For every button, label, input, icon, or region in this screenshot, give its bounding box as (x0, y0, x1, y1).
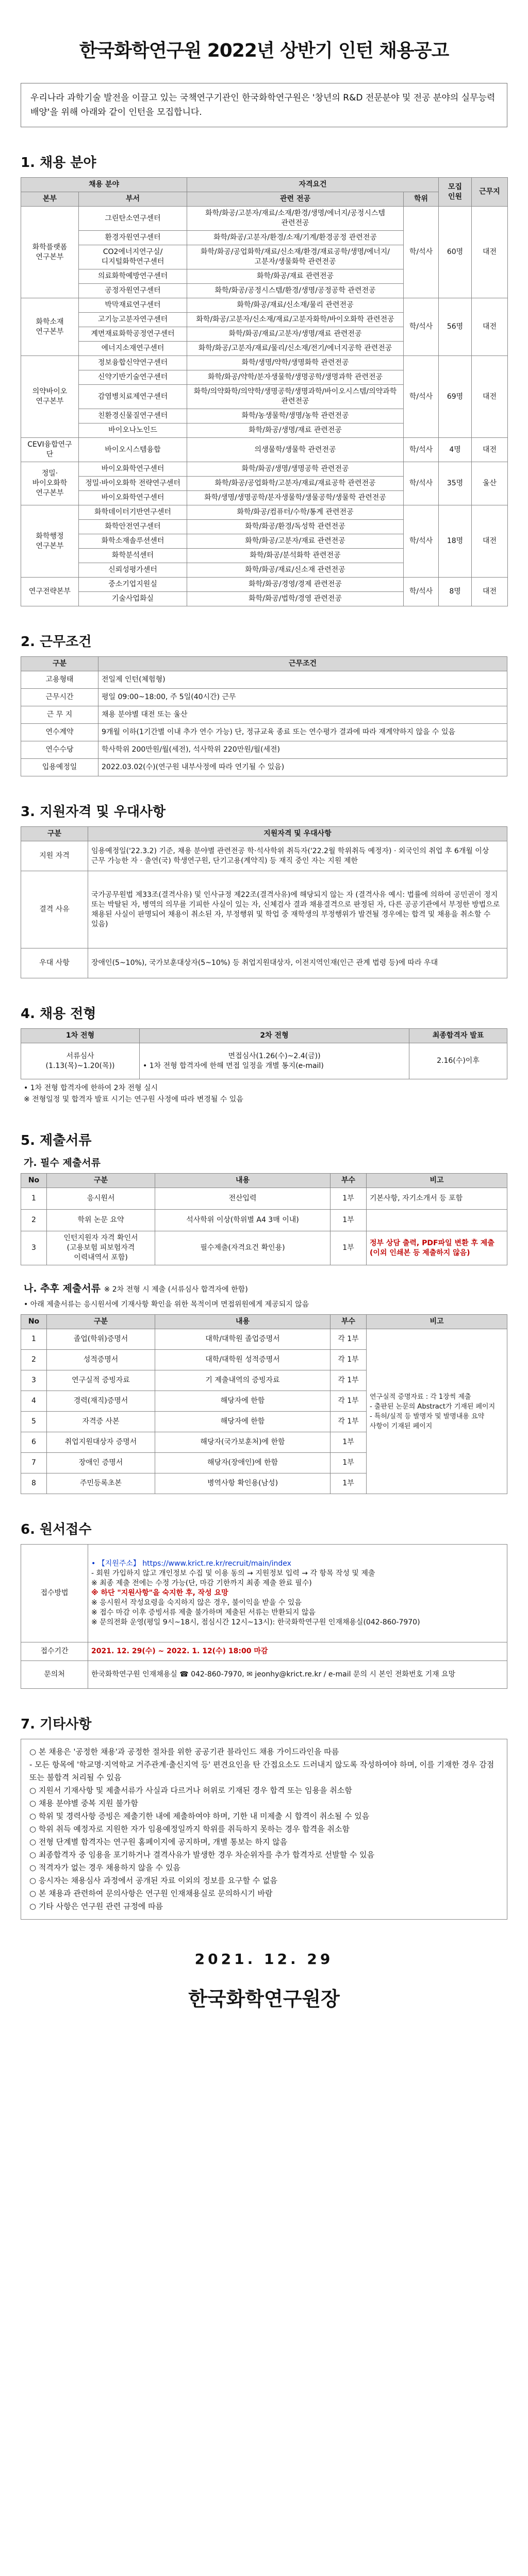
major-cell: 화학/화공/분석화학 관련전공 (187, 549, 404, 563)
apply-key: 문의처 (21, 1661, 88, 1689)
doc-kind: 졸업(학위)증명서 (47, 1329, 155, 1350)
major-cell: 화학/화공/경영/경제 관련전공 (187, 578, 404, 592)
table-row (21, 948, 507, 978)
doc-qty: 각 1부 (331, 1329, 367, 1350)
major-cell: 화학/화공/생명/재료 관련전공 (187, 423, 404, 438)
doc-remark (367, 1210, 507, 1231)
section-heading-2: 2. 근무조건 (21, 634, 92, 650)
cond-val: 평일 09:00~18:00, 주 5일(40시간) 근무 (98, 689, 507, 706)
dept-cell: 계면재료화학공정연구센터 (79, 327, 187, 342)
degree-cell: 학/석사 (404, 207, 439, 298)
dept-cell: 정밀·바이오화학 전략연구센터 (79, 477, 187, 491)
docs-later-table (21, 1314, 507, 1494)
doc-qty: 1부 (331, 1473, 367, 1494)
table-row (21, 1642, 507, 1661)
qual-val: 장애인(5~10%), 국가보훈대상자(5~10%) 등 취업지원대상자, 이전지역인재(인근 관계 법령 등)에 따라 우대 (88, 948, 507, 978)
table-row (21, 759, 507, 776)
table-row (21, 671, 507, 689)
etc-box (21, 1739, 507, 1920)
major-cell: 화학/생명/약학/생명화학 관련전공 (187, 356, 404, 370)
th-hq: 본부 (21, 192, 79, 207)
doc-no: 3 (21, 1231, 47, 1265)
hq-cell: 화학플랫폼 연구본부 (21, 207, 79, 298)
th-b-kind: 구분 (47, 1315, 155, 1329)
process-note-2: ※ 전형일정 및 합격자 발표 시기는 연구원 사정에 따라 변경될 수 있음 (24, 1095, 243, 1104)
th-stage2: 2차 전형 (140, 1029, 409, 1043)
doc-content: 해당자에 한함 (155, 1391, 331, 1412)
major-cell: 화학/화공/재료/신소재/물리 관련전공 (187, 298, 404, 313)
doc-content: 필수제출(자격요건 확인용) (155, 1231, 331, 1265)
cond-key: 연수계약 (21, 724, 98, 741)
doc-qty: 각 1부 (331, 1391, 367, 1412)
doc-qty: 각 1부 (331, 1412, 367, 1432)
major-cell: 화학/화공/법학/경영 관련전공 (187, 592, 404, 606)
doc-kind: 취업지원대상자 증명서 (47, 1432, 155, 1453)
major-cell: 화학/농생물학/생명/농학 관련전공 (187, 409, 404, 423)
table-row (21, 1231, 507, 1265)
major-cell: 화학/생명/생명공학/분자생물학/생물공학/생물학 관련전공 (187, 491, 404, 505)
count-cell: 69명 (439, 356, 472, 438)
th-b-no: No (21, 1315, 47, 1329)
doc-kind: 경력(재직)증명서 (47, 1391, 155, 1412)
apply-line: ※ 최종 제출 전에는 수정 가능(단, 마감 기한까지 최종 제출 완료 필수) (91, 1579, 312, 1587)
hq-cell: 화학행정 연구본부 (21, 505, 79, 578)
doc-qty: 1부 (331, 1210, 367, 1231)
dept-cell: 화학소재솔루션센터 (79, 534, 187, 549)
site-cell: 대전 (472, 207, 508, 298)
dept-cell: 의료화학예방연구센터 (79, 269, 187, 284)
th-b-content: 내용 (155, 1315, 331, 1329)
etc-line: ○ 기타 사항은 연구원 관련 규정에 따름 (29, 1902, 163, 1911)
doc-qty: 각 1부 (331, 1350, 367, 1370)
major-cell: 화학/화공/공정시스템/환경/생명/공정공학 관련전공 (187, 284, 404, 298)
th-stage1: 1차 전형 (21, 1029, 140, 1043)
doc-qty: 1부 (331, 1188, 367, 1210)
dept-cell: 바이오화학연구센터 (79, 462, 187, 477)
docs-sub-b-note2: • 아래 제출서류는 응시원서에 기재사항 확인을 위한 목적이며 면접위원에게 제공되지 않음 (24, 1300, 309, 1309)
etc-line: ○ 채용 분야별 중복 지원 불가함 (29, 1799, 138, 1808)
dept-cell: 바이오화학연구센터 (79, 491, 187, 505)
major-cell: 화학/의약화학/의약학/생명공학/생명과학/바이오시스템/의약과학 관련전공 (187, 385, 404, 409)
etc-line: ○ 적격자가 없는 경우 채용하지 않을 수 있음 (29, 1863, 180, 1872)
table-row (21, 689, 507, 706)
major-cell: 화학/화공/고분자/재료/물리/신소재/전기/에너지공학 관련전공 (187, 342, 404, 356)
doc-kind: 주민등록초본 (47, 1473, 155, 1494)
site-cell: 대전 (472, 438, 508, 462)
application-rows (21, 1545, 507, 1689)
cond-key: 고용형태 (21, 671, 98, 689)
recruit-field-rows (21, 207, 508, 606)
table-row (21, 741, 507, 759)
apply-val (88, 1545, 507, 1642)
table-row (21, 871, 507, 948)
docs-sub-b-note: ※ 2차 전형 시 제출 (서류심사 합격자에 한함) (104, 1285, 248, 1294)
degree-cell: 학/석사 (404, 356, 439, 438)
doc-kind: 응시원서 (47, 1188, 155, 1210)
cond-key: 연수수당 (21, 741, 98, 759)
qual-val: 국가공무원법 제33조(결격사유) 및 인사규정 제22조(결격사유)에 해당되지 않는 자 (결격사유 예시: 법률에 의하여 공민권이 정지 또는 박탈된 자, 병역의 의무를 기피한 사실이 있는 자, 신체검사 결과 채용결격으로 판정된 자, 다른 공공기관에서 부정한 방법으로 채용된 사실이 판명되어 채용이 취소된 자, 부정행위 및 학업 중 재학생의 부정행위가 발견될 경우에는 합격 및 채용을 취소할 수 있음) (88, 871, 507, 948)
footer-org: 한국화학연구원장 (188, 1988, 340, 2010)
doc-remark: 정부 상담 출력, PDF파일 변환 후 제출 (이외 인쇄본 등 제출하지 않음) (367, 1231, 507, 1265)
degree-cell: 학/석사 (404, 462, 439, 505)
stage2-name: 면접심사(1.26(수)~2.4(금)) (228, 1052, 321, 1060)
table-row (21, 1329, 507, 1350)
th-a-qty: 부수 (331, 1174, 367, 1188)
dept-cell: 신뢰성평가센터 (79, 563, 187, 578)
th-cond-key: 구분 (21, 657, 98, 671)
apply-line: ※ 접수 마감 이후 증빙서류 제출 불가하며 제출된 서류는 반환되지 않음 (91, 1608, 316, 1617)
table-row (21, 1545, 507, 1642)
table-row (21, 1188, 507, 1210)
th-b-remark: 비고 (367, 1315, 507, 1329)
doc-no: 6 (21, 1432, 47, 1453)
table-row (21, 207, 508, 231)
cond-val: 채용 분야별 대전 또는 울산 (98, 706, 507, 724)
dept-cell: 그린탄소연구센터 (79, 207, 187, 231)
doc-no: 1 (21, 1188, 47, 1210)
doc-qty: 1부 (331, 1231, 367, 1265)
cond-val: 전일제 인턴(체험형) (98, 671, 507, 689)
dept-cell: 기술사업화실 (79, 592, 187, 606)
qual-key: 우대 사항 (21, 948, 88, 978)
doc-kind: 장애인 증명서 (47, 1453, 155, 1473)
doc-no: 4 (21, 1391, 47, 1412)
doc-no: 3 (21, 1370, 47, 1391)
stage1-cell (21, 1043, 140, 1079)
degree-cell: 학/석사 (404, 578, 439, 606)
work-condition-rows (21, 671, 507, 776)
th-a-no: No (21, 1174, 47, 1188)
doc-content: 대학/대학원 성적증명서 (155, 1350, 331, 1370)
table-row (21, 706, 507, 724)
doc-no: 2 (21, 1210, 47, 1231)
dept-cell: 환경자원연구센터 (79, 231, 187, 245)
cond-val: 학사학위 200만원/월(세전), 석사학위 220만원/월(세전) (98, 741, 507, 759)
doc-no: 2 (21, 1350, 47, 1370)
th-degree: 학위 (404, 192, 439, 207)
site-cell: 대전 (472, 578, 508, 606)
table-row (21, 841, 507, 871)
doc-kind: 연구실적 증빙자료 (47, 1370, 155, 1391)
dept-cell: 고기능고분자연구센터 (79, 313, 187, 327)
dept-cell: 바이오나노인드 (79, 423, 187, 438)
docs-sub-b-title: 나. 추후 제출서류 (24, 1283, 101, 1294)
work-condition-table (21, 656, 507, 776)
site-cell: 대전 (472, 505, 508, 578)
apply-val: 한국화학연구원 인재채용실 ☎ 042-860-7970, ✉ jeonhy@krict.re.kr / e-mail 문의 시 본인 전화번호 기재 요망 (88, 1661, 507, 1689)
th-a-kind: 구분 (47, 1174, 155, 1188)
th-qual: 자격요건 (187, 178, 439, 192)
etc-line: ○ 본 채용은 '공정한 채용'과 공정한 절차를 위한 공공기관 블라인드 채용 가이드라인을 따름 (29, 1747, 339, 1756)
application-table (21, 1544, 507, 1689)
major-cell: 화학/화공/재료/신소재 관련전공 (187, 563, 404, 578)
apply-line: - 회원 가입하지 않고 개인정보 수집 및 이용 동의 → 지원정보 입력 → 각 항목 작성 및 제출 (91, 1569, 375, 1578)
hq-cell: 정밀·바이오화학 연구본부 (21, 462, 79, 505)
hq-cell: 화학소재 연구본부 (21, 298, 79, 356)
th-qual-val: 지원자격 및 우대사항 (88, 827, 507, 841)
qualification-rows (21, 841, 507, 978)
final-cell: 2.16(수)이후 (409, 1043, 507, 1079)
process-table (21, 1028, 507, 1079)
major-cell: 화학/화공/재료 관련전공 (187, 269, 404, 284)
count-cell: 35명 (439, 462, 472, 505)
table-row (21, 724, 507, 741)
dept-cell: CO2에너지연구실/디지털화학연구센터 (79, 245, 187, 269)
doc-no: 1 (21, 1329, 47, 1350)
major-cell: 화학/화공/공업화학/재료/신소재/환경/재료공학/생명/에너지/고분자/생물화학 관련전공 (187, 245, 404, 269)
site-cell: 대전 (472, 298, 508, 356)
dept-cell: 화학데이터기반연구센터 (79, 505, 187, 520)
th-major: 관련 전공 (187, 192, 404, 207)
doc-remark: 기본사항, 자기소개서 등 포함 (367, 1188, 507, 1210)
docs-required-rows (21, 1188, 507, 1265)
section-heading-5: 5. 제출서류 (21, 1133, 92, 1148)
doc-qty: 각 1부 (331, 1370, 367, 1391)
dept-cell: 에너지소재연구센터 (79, 342, 187, 356)
count-cell: 4명 (439, 438, 472, 462)
docs-sub-b (24, 1281, 507, 1295)
th-b-qty: 부수 (331, 1315, 367, 1329)
major-cell: 화학/화공/환경/독성학 관련전공 (187, 520, 404, 534)
doc-content: 석사학위 이상(학위별 A4 3매 이내) (155, 1210, 331, 1231)
doc-content: 해당자에 한함 (155, 1412, 331, 1432)
cond-val: 9개월 이하(1기간별 이내 추가 연수 가능) 단, 정규교육 종료 또는 연수평가 결과에 따라 재계약하지 않을 수 있음 (98, 724, 507, 741)
etc-line: - 모든 항목에 '학교명·지역학교 거주관계·출신지역 등' 편견요인을 탄 간접요소도 드러내지 않도록 작성하여야 하며, 이를 기재한 경우 감점 또는 불합격 처리될 수 있음 (29, 1760, 494, 1782)
major-cell: 화학/화공/컴퓨터/수학/통계 관련전공 (187, 505, 404, 520)
table-row (21, 438, 508, 462)
hq-cell: 의약바이오 연구본부 (21, 356, 79, 438)
qual-val: 임용예정일('22.3.2) 기준, 채용 분야별 관련전공 학·석사학위 취득자('22.2월 학위취득 예정자) · 외국인의 취업 후 6개월 이상 근무 가능한 자 · 출연(국) 학생연구원, 단기고용(계약직) 등 재직 중인 자는 지원 제한 (88, 841, 507, 871)
doc-no: 7 (21, 1453, 47, 1473)
th-qual-key: 구분 (21, 827, 88, 841)
apply-val: 2021. 12. 29(수) ~ 2022. 1. 12(수) 18:00 마감 (88, 1642, 507, 1661)
major-cell: 화학/화공/재료/고분자/생명/재료 관련전공 (187, 327, 404, 342)
qual-key: 지원 자격 (21, 841, 88, 871)
dept-cell: 화학안전연구센터 (79, 520, 187, 534)
site-cell: 대전 (472, 356, 508, 438)
cond-val: 2022.03.02(수)(연구원 내부사정에 따라 연기될 수 있음) (98, 759, 507, 776)
etc-line: ○ 학위 및 경력사항 증빙은 제출기한 내에 제출하여야 하며, 기한 내 미제출 시 합격이 취소될 수 있음 (29, 1811, 370, 1821)
apply-line: ※ 하단 "지원사항"을 숙지한 후, 작성 요망 (91, 1589, 228, 1597)
etc-line: ○ 학위 취득 예정자로 지원한 자가 임용예정일까지 학위를 취득하지 못하는 경우 합격을 취소함 (29, 1824, 350, 1834)
dept-cell: 신약기반기술연구센터 (79, 370, 187, 385)
doc-content: 해당자(국가보훈처)에 한함 (155, 1432, 331, 1453)
intro-box: 우리나라 과학기술 발전을 이끌고 있는 국책연구기관인 한국화학연구원은 '창년의 R&D 전문분야 및 전공 분야의 실무능력 배양'을 위해 아래와 같이 인턴을 모집합니다. (21, 83, 507, 127)
table-row (21, 578, 508, 592)
table-row (21, 462, 508, 477)
dept-cell: 중소기업지원실 (79, 578, 187, 592)
docs-later-rows (21, 1329, 507, 1494)
doc-content: 병역사항 확인용(남성) (155, 1473, 331, 1494)
dept-cell: 화학분석센터 (79, 549, 187, 563)
degree-cell: 학/석사 (404, 438, 439, 462)
doc-kind: 성적증명서 (47, 1350, 155, 1370)
apply-line: ※ 응시원서 작성요령을 숙지하지 않은 경우, 불이익을 받을 수 있음 (91, 1599, 302, 1607)
major-cell: 의생물학/생물학 관련전공 (187, 438, 404, 462)
doc-no: 8 (21, 1473, 47, 1494)
dept-cell: 감염병치료제연구센터 (79, 385, 187, 409)
dept-cell: 바이오시스템융합 (79, 438, 187, 462)
major-cell: 화학/화공/약학/분자생물학/생명공학/생명과학 관련전공 (187, 370, 404, 385)
th-field: 채용 분야 (21, 178, 187, 192)
stage1-name: 서류심사 (66, 1052, 94, 1060)
qualification-table (21, 826, 507, 978)
doc-content: 기 제출내역의 증빙자료 (155, 1370, 331, 1391)
section-heading-1: 1. 채용 분야 (21, 155, 96, 171)
recruit-field-table (21, 177, 508, 606)
hq-cell: 연구전략본부 (21, 578, 79, 606)
apply-line: • 【지원주소】 https://www.krict.re.kr/recruit/main/index (91, 1560, 291, 1568)
th-final: 최종합격자 발표 (409, 1029, 507, 1043)
stage2-note: • 1차 전형 합격자에 한해 면접 일정을 개별 통지(e-mail) (143, 1061, 324, 1070)
etc-line: ○ 전형 단계별 합격자는 연구원 홈페이지에 공지하며, 개별 통보는 하지 않음 (29, 1837, 288, 1846)
doc-content: 대학/대학원 졸업증명서 (155, 1329, 331, 1350)
dept-cell: 친환경신물질연구센터 (79, 409, 187, 423)
doc-no: 5 (21, 1412, 47, 1432)
count-cell: 60명 (439, 207, 472, 298)
major-cell: 화학/화공/고분자/환경/소재/기계/환경공정 관련전공 (187, 231, 404, 245)
count-cell: 18명 (439, 505, 472, 578)
doc-content: 전산입력 (155, 1188, 331, 1210)
doc-kind: 자격증 사본 (47, 1412, 155, 1432)
major-cell: 화학/화공/고분자/재료 관련전공 (187, 534, 404, 549)
doc-remark: 연구실적 증명자료 : 각 1장씩 제출 - 출판된 논문의 Abstract가 기재된 페이지 - 특허/실적 등 발명자 및 발명내용 요약 사항이 기재된 페이지 (367, 1329, 507, 1494)
etc-line: ○ 지원서 기재사항 및 제출서류가 사실과 다르거나 허위로 기재된 경우 합격 또는 임용을 취소함 (29, 1786, 352, 1795)
dept-cell: 박막재료연구센터 (79, 298, 187, 313)
footer-date: 2021. 12. 29 (194, 1951, 334, 1968)
section-heading-7: 7. 기타사항 (21, 1717, 92, 1732)
etc-line: ○ 최종합격자 중 임용을 포기하거나 결격사유가 발생한 경우 차순위자를 추가 합격자로 선발할 수 있음 (29, 1850, 375, 1859)
cond-key: 근무시간 (21, 689, 98, 706)
major-cell: 화학/화공/공업화학/고분자/재료/재료공학 관련전공 (187, 477, 404, 491)
process-note-1: • 1차 전형 합격자에 한하여 2차 전형 실시 (24, 1084, 158, 1092)
major-cell: 화학/화공/생명/생명공학 관련전공 (187, 462, 404, 477)
table-row (21, 1210, 507, 1231)
table-row (21, 356, 508, 370)
doc-kind: 학위 논문 요약 (47, 1210, 155, 1231)
dept-cell: 공정자원연구센터 (79, 284, 187, 298)
table-row (21, 298, 508, 313)
th-dept: 부서 (79, 192, 187, 207)
degree-cell: 학/석사 (404, 505, 439, 578)
docs-required-table (21, 1173, 507, 1265)
doc-kind: 인턴지원자 자격 확인서(고용보험 피보험자격 이력내역서 포함) (47, 1231, 155, 1265)
doc-qty: 1부 (331, 1453, 367, 1473)
page-title: 한국화학연구원 2022년 상반기 인턴 채용공고 (79, 40, 449, 61)
th-a-content: 내용 (155, 1174, 331, 1188)
stage1-date: (1.13(목)~1.20(목)) (45, 1061, 115, 1070)
dept-cell: 정보융합신약연구센터 (79, 356, 187, 370)
table-row (21, 1661, 507, 1689)
th-count: 모집 인원 (439, 178, 472, 207)
hq-cell: CEVI융합연구단 (21, 438, 79, 462)
major-cell: 화학/화공/고분자/재료/소재/환경/생명/에너지/공정시스템 관련전공 (187, 207, 404, 231)
cond-key: 근 무 지 (21, 706, 98, 724)
count-cell: 56명 (439, 298, 472, 356)
etc-line: ○ 응시자는 채용심사 과정에서 공개된 자료 이외의 정보를 요구할 수 없음 (29, 1876, 277, 1885)
doc-qty: 1부 (331, 1432, 367, 1453)
table-row (21, 505, 508, 520)
qual-key: 결격 사유 (21, 871, 88, 948)
cond-key: 입용예정일 (21, 759, 98, 776)
apply-key: 접수기간 (21, 1642, 88, 1661)
section-heading-6: 6. 원서접수 (21, 1522, 92, 1537)
stage2-cell (140, 1043, 409, 1079)
th-site: 근무지 (472, 178, 508, 207)
degree-cell: 학/석사 (404, 298, 439, 356)
apply-line: ※ 문의전화 운영(평일 9시~18시, 점심시간 12시~13시): 한국화학연구원 인재채용실(042-860-7970) (91, 1618, 420, 1626)
etc-line: ○ 본 채용과 관련하여 문의사항은 연구원 인재채용실로 문의하시기 바람 (29, 1889, 273, 1898)
th-a-remark: 비고 (367, 1174, 507, 1188)
major-cell: 화학/화공/고분자/신소재/재료/고분자화학/바이오화학 관련전공 (187, 313, 404, 327)
section-heading-4: 4. 채용 전형 (21, 1006, 96, 1022)
docs-sub-a: 가. 필수 제출서류 (24, 1157, 101, 1168)
site-cell: 울산 (472, 462, 508, 505)
count-cell: 8명 (439, 578, 472, 606)
apply-key: 접수방법 (21, 1545, 88, 1642)
section-heading-3: 3. 지원자격 및 우대사항 (21, 804, 166, 820)
doc-content: 해당자(장애인)에 한함 (155, 1453, 331, 1473)
th-cond-val: 근무조건 (98, 657, 507, 671)
